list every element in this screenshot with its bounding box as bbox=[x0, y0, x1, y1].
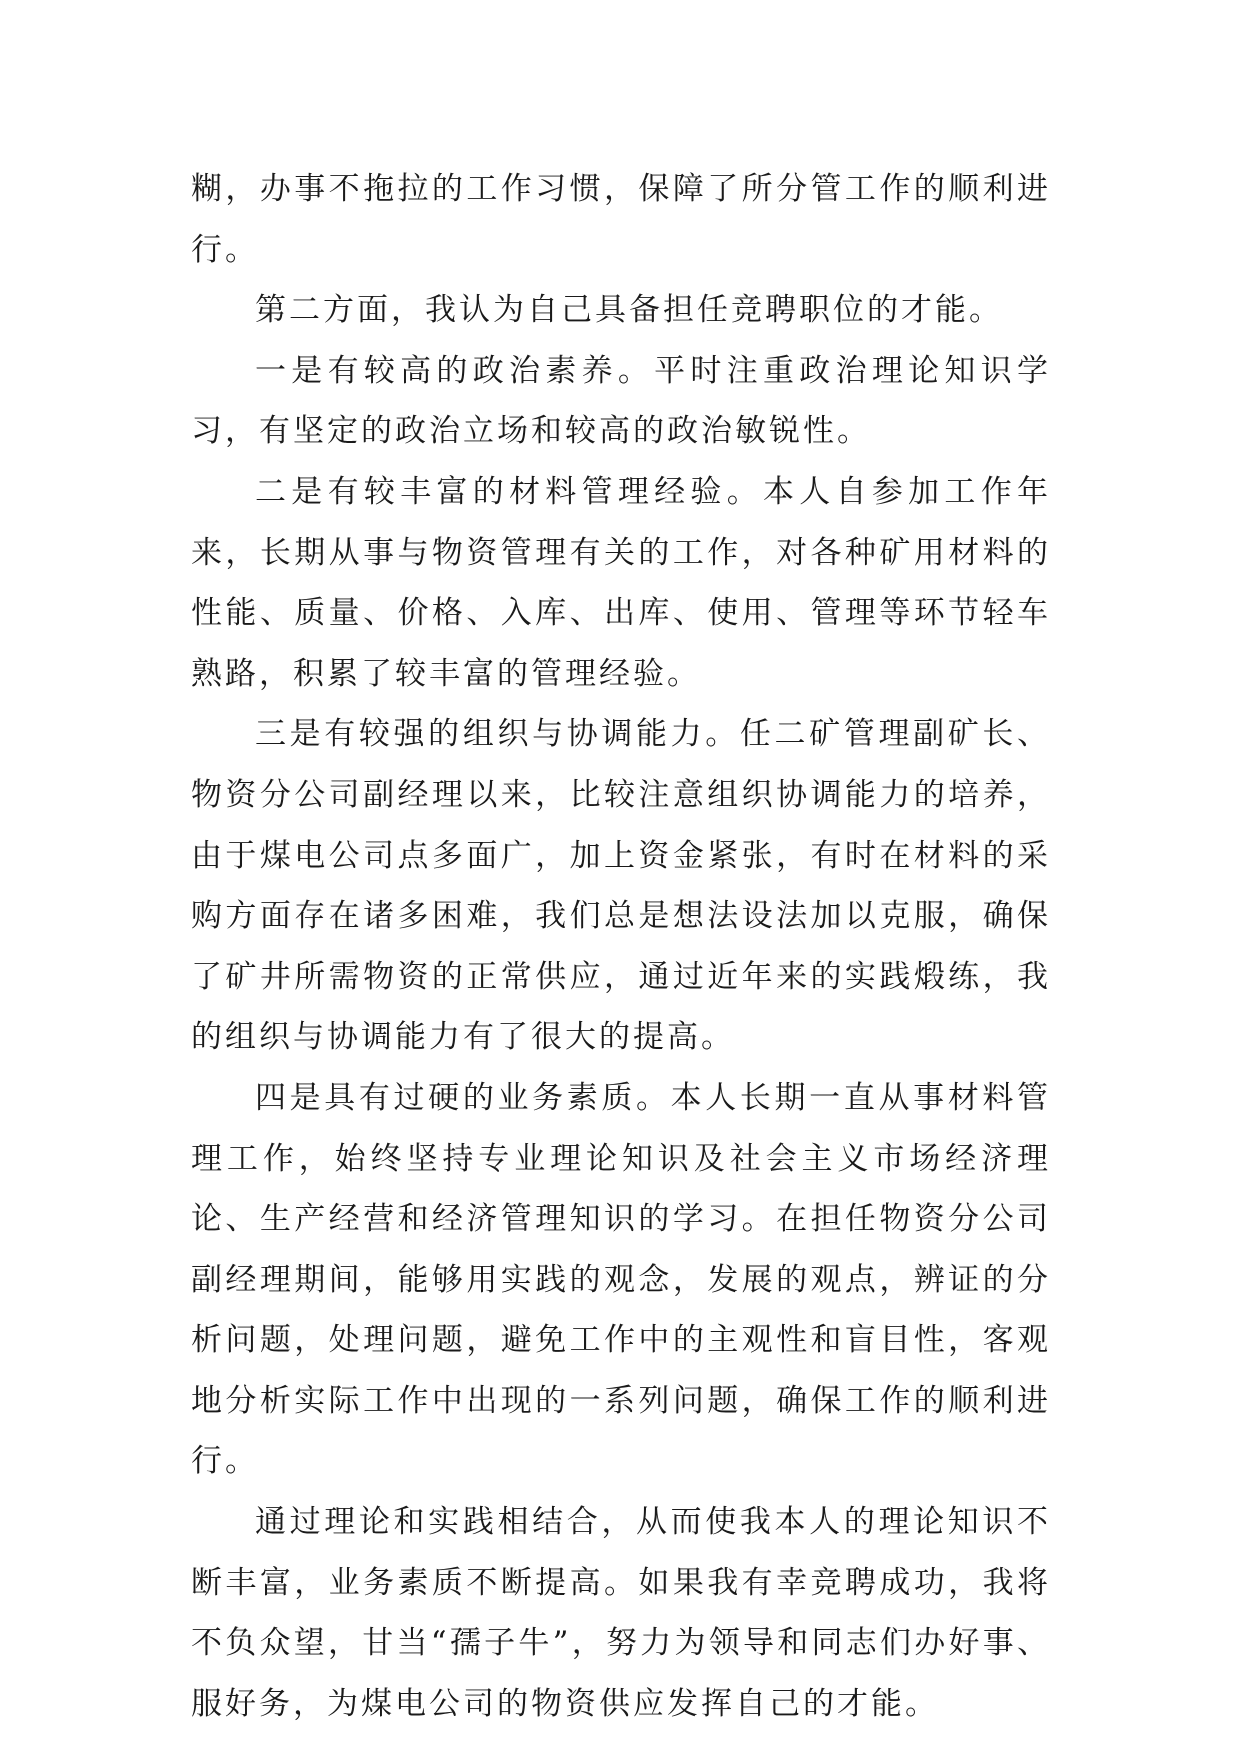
paragraph-business-quality: 四是具有过硬的业务素质。本人长期一直从事材料管理工作，始终坚持专业理论知识及社会主义市场经济理论、生产经营和经济管理知识的学习。在担任物资分公司副经理期间，能够用实践的观念，发展的观点，辨证的分析问题，处理问题，避免工作中的主观性和盲目性，客观地分析实际工作中出现的一系列问题，确保工作的顺利进行。 bbox=[191, 1079, 1051, 1480]
paragraph-conclusion: 通过理论和实践相结合，从而使我本人的理论知识不断丰富，业务素质不断提高。如果我有幸竞聘成功，我将不负众望，甘当“孺子牛”，努力为领导和同志们办好事、服好务，为煤电公司的物资供应发挥自己的才能。 bbox=[191, 1504, 1051, 1722]
paragraph-continuation: 糊，办事不拖拉的工作习惯，保障了所分管工作的顺利进行。 bbox=[191, 171, 1051, 268]
paragraph-materials-experience: 二是有较丰富的材料管理经验。本人自参加工作年来，长期从事与物资管理有关的工作，对各种矿用材料的性能、质量、价格、入库、出库、使用、管理等环节轻车熟路，积累了较丰富的管理经验。 bbox=[191, 473, 1051, 692]
paragraph-political-quality: 一是有较高的政治素养。平时注重政治理论知识学习，有坚定的政治立场和较高的政治敏锐性。 bbox=[191, 352, 1051, 450]
paragraph-second-aspect: 第二方面，我认为自己具备担任竞聘职位的才能。 bbox=[255, 292, 1003, 329]
document-body bbox=[191, 159, 1051, 1734]
paragraph-coordination-ability: 三是有较强的组织与协调能力。任二矿管理副矿长、物资分公司副经理以来，比较注意组织协调能力的培养，由于煤电公司点多面广，加上资金紧张，有时在材料的采购方面存在诸多困难，我们总是想法设法加以克服，确保了矿井所需物资的正常供应，通过近年来的实践煅练，我的组织与协调能力有了很大的提高。 bbox=[191, 716, 1051, 1056]
